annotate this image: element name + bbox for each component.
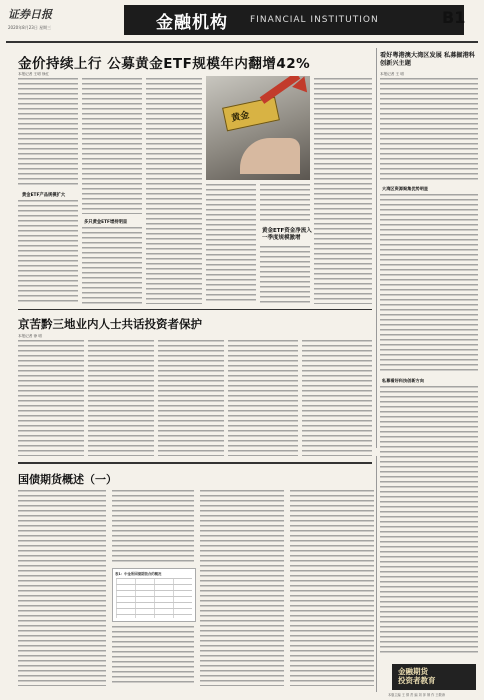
text-column (260, 246, 310, 304)
headline-investor-protection: 京苦黔三地业内人士共话投资者保护 (18, 317, 202, 331)
page-footer: 本版主编 王 倩 责 编 刘 萍 制 作 王敬涛 (388, 693, 445, 697)
text-column (18, 340, 84, 456)
ad-line-1: 金融期货 (398, 667, 428, 676)
text-column (302, 340, 372, 456)
futures-contract-table (112, 568, 196, 622)
subhead-story1-b: 多只黄金ETF增持明显 (84, 220, 128, 225)
byline-story1: 本报记者 王明 徐红 (18, 72, 50, 76)
text-column (158, 340, 224, 456)
hand-illustration (240, 138, 300, 174)
headline-gold-etf: 金价持续上行 公募黄金ETF规模年内翻增42% (18, 56, 311, 72)
gold-photo (206, 76, 310, 180)
section-title: 金融机构 (156, 13, 228, 33)
byline-story2: 本报记者 徐 明 (18, 334, 42, 338)
column-divider (376, 456, 377, 692)
ad-text (398, 667, 436, 685)
text-column (18, 490, 106, 686)
text-column (82, 78, 142, 214)
masthead (6, 3, 478, 39)
text-column (314, 78, 372, 304)
text-column (380, 78, 478, 182)
page-number: B1 (442, 8, 466, 27)
subhead-story1-a: 黄金ETF产品规模扩大 (22, 193, 66, 198)
section-subtitle: FINANCIAL INSTITUTION (250, 15, 379, 25)
text-column (260, 184, 310, 224)
issue-date: 2020年8月23日 星期三 (8, 25, 52, 30)
investor-education-ad (392, 664, 476, 690)
table-title: 表1：中金所国债期货合约概况 (115, 572, 162, 576)
text-column (18, 200, 78, 304)
header-rule (6, 41, 478, 43)
text-column (112, 626, 194, 686)
section-rule (18, 462, 372, 464)
subhead-side-a: 大湾区资源聚集优势明显 (382, 186, 429, 191)
byline-side-story: 本报记者 王 明 (380, 72, 404, 76)
headline-treasury-futures: 国债期货概述（一） (18, 473, 117, 486)
text-column (380, 386, 478, 656)
newspaper-logo: 证券日报 (8, 8, 52, 21)
text-column (112, 490, 194, 562)
section-rule (18, 309, 372, 310)
headline-side-story: 看好粤港澳大湾区发展 私募掘港科创新兴主题 (380, 52, 475, 67)
text-column (290, 490, 374, 686)
text-column (82, 227, 142, 304)
text-column (228, 340, 298, 456)
text-column (380, 194, 478, 372)
subhead-side-b: 私募看好科技创新方向 (382, 378, 424, 383)
gold-tag-icon (222, 97, 280, 132)
text-column (200, 490, 284, 686)
text-column (88, 340, 154, 456)
column-divider (376, 48, 377, 448)
table-grid (116, 578, 192, 618)
text-column (146, 78, 202, 304)
boxed-subhead: 黄金ETF资金净流入 一季度规模激增 (262, 228, 312, 241)
text-column (206, 184, 256, 304)
ad-line-2: 投资者教育 (398, 676, 436, 685)
arrow-head-icon (292, 76, 310, 92)
gold-tag-label: 黄金 (230, 110, 251, 125)
text-column (18, 78, 78, 188)
